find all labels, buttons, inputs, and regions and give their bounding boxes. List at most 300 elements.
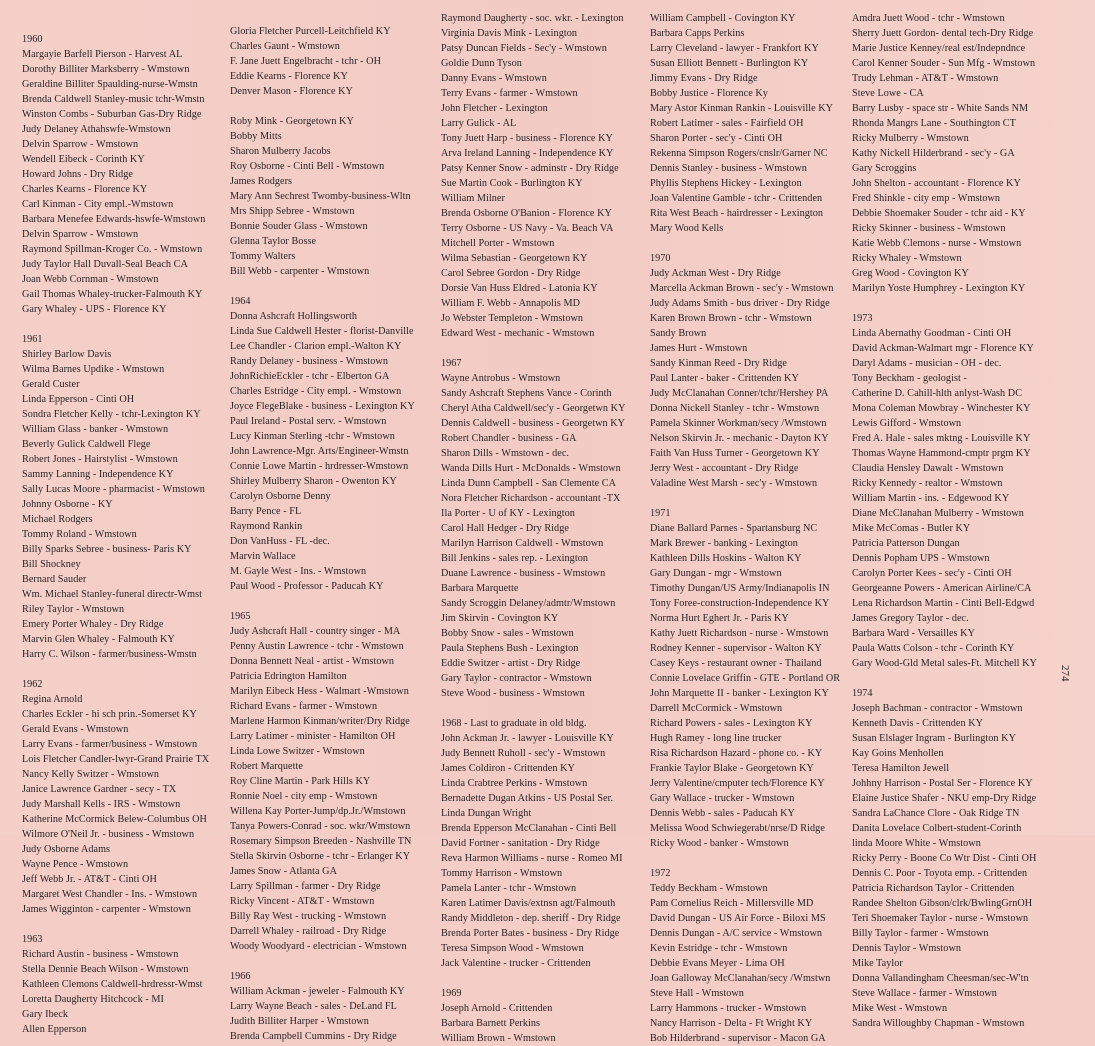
spacer bbox=[650, 851, 848, 866]
alumni-entry: Pam Cornelius Reich - Millersville MD bbox=[650, 898, 814, 909]
alumni-entry: Carol Hall Hedger - Dry Ridge bbox=[441, 523, 569, 534]
alumni-entry: Linda Sue Caldwell Hester - florist-Danville bbox=[230, 326, 414, 337]
spacer bbox=[441, 341, 648, 356]
alumni-entry: Terry Evans - farmer - Wmstown bbox=[441, 88, 578, 99]
class-year-heading: 1974 bbox=[852, 688, 873, 699]
alumni-entry: David Ackman-Walmart mgr - Florence KY bbox=[852, 343, 1034, 354]
class-year-heading: 1965 bbox=[230, 611, 251, 622]
alumni-entry: Gail Thomas Whaley-trucker-Falmouth KY bbox=[22, 289, 203, 300]
alumni-entry: Paul Lanter - baker - Crittenden KY bbox=[650, 373, 799, 384]
alumni-entry: Debbie Evans Meyer - Lima OH bbox=[650, 958, 785, 969]
alumni-entry: Tony Juett Harp - business - Florence KY bbox=[441, 133, 613, 144]
alumni-entry: Katie Webb Clemons - nurse - Wmstown bbox=[852, 238, 1022, 249]
alumni-entry: William Martin - ins. - Edgewood KY bbox=[852, 493, 1010, 504]
alumni-entry: William Milner bbox=[441, 193, 505, 204]
alumni-entry: Harry C. Wilson - farmer/business-Wmstn bbox=[22, 649, 197, 660]
alumni-entry: Gary Ibeck bbox=[22, 1009, 69, 1020]
alumni-entry: Tony Foree-construction-Independence KY bbox=[650, 598, 830, 609]
alumni-entry: Geraldine Billiter Spaulding-nurse-Wmstn bbox=[22, 79, 198, 90]
class-year-heading: 1964 bbox=[230, 296, 251, 307]
alumni-entry: Dennis Stanley - business - Wmstown bbox=[650, 163, 807, 174]
alumni-entry: Sharon Dills - Wmstown - dec. bbox=[441, 448, 570, 459]
alumni-entry: Lucy Kinman Sterling -tchr - Wmstown bbox=[230, 431, 395, 442]
alumni-entry: Sandy Kinman Reed - Dry Ridge bbox=[650, 358, 787, 369]
alumni-entry: Shirley Barlow Davis bbox=[22, 349, 112, 360]
alumni-entry: Charles Kearns - Florence KY bbox=[22, 184, 148, 195]
alumni-entry: Denver Mason - Florence KY bbox=[230, 86, 353, 97]
alumni-entry: Rekenna Simpson Rogers/cnslr/Garner NC bbox=[650, 148, 828, 159]
alumni-entry: Wendell Eibeck - Corinth KY bbox=[22, 154, 145, 165]
alumni-entry: Charles Eckler - hi sch prin.-Somerset KY bbox=[22, 709, 197, 720]
alumni-entry: Karen Latimer Davis/extnsn agt/Falmouth bbox=[441, 898, 616, 909]
alumni-entry: Steve Wallace - farmer - Wmstown bbox=[852, 988, 997, 999]
alumni-entry: Paul Ireland - Postal serv. - Wmstown bbox=[230, 416, 387, 427]
alumni-entry: Mike Taylor bbox=[852, 958, 903, 969]
alumni-entry: M. Gayle West - Ins. - Wmstown bbox=[230, 566, 367, 577]
alumni-entry: Dorothy Billiter Marksberry - Wmstown bbox=[22, 64, 190, 75]
alumni-entry: Joseph Arnold - Crittenden bbox=[441, 1003, 553, 1014]
alumni-entry: Rodney Kenner - supervisor - Walton KY bbox=[650, 643, 822, 654]
alumni-entry: James Rodgers bbox=[230, 176, 293, 187]
alumni-entry: Robert Jones - Hairstylist - Wmstown bbox=[22, 454, 178, 465]
alumni-entry: William Glass - banker - Wmstown bbox=[22, 424, 169, 435]
alumni-entry: Marvin Glen Whaley - Falmouth KY bbox=[22, 634, 175, 645]
alumni-entry: Loretta Daugherty Hitchcock - MI bbox=[22, 994, 164, 1005]
alumni-entry: Teresa Simpson Wood - Wmstown bbox=[441, 943, 584, 954]
alumni-entry: Carolyn Porter Kees - sec'y - Cinti OH bbox=[852, 568, 1012, 579]
alumni-entry: Linda Dungan Wright bbox=[441, 808, 532, 819]
alumni-entry: Sandra Willoughby Chapman - Wmstown bbox=[852, 1018, 1025, 1029]
alumni-entry: Virginia Davis Mink - Lexington bbox=[441, 28, 578, 39]
alumni-entry: Ricky Wood - banker - Wmstown bbox=[650, 838, 789, 849]
alumni-entry: Cheryl Atha Caldwell/sec'y - Georgetwn KY bbox=[441, 403, 626, 414]
alumni-entry: Judy Osborne Adams bbox=[22, 844, 111, 855]
alumni-entry: Sandy Ashcraft Stephens Vance - Corinth bbox=[441, 388, 612, 399]
column-5 bbox=[852, 11, 1064, 1031]
alumni-entry: Mary Wood Kells bbox=[650, 223, 724, 234]
alumni-entry: Bobby Justice - Florence Ky bbox=[650, 88, 768, 99]
alumni-entry: JohnRichieEckler - tchr - Elberton GA bbox=[230, 371, 390, 382]
class-year-heading: 1973 bbox=[852, 313, 873, 324]
alumni-entry: Mary Ann Sechrest Twomby-business-Wltn bbox=[230, 191, 411, 202]
column-3 bbox=[441, 11, 648, 1046]
alumni-entry: Valadine West Marsh - sec'y - Wmstown bbox=[650, 478, 818, 489]
alumni-entry: Kathleen Clemons Caldwell-hrdressr-Wmst bbox=[22, 979, 203, 990]
class-year-heading: 1971 bbox=[650, 508, 671, 519]
alumni-entry: Lois Fletcher Candler-lwyr-Grand Prairie TX bbox=[22, 754, 210, 765]
alumni-entry: Brenda Osborne O'Banion - Florence KY bbox=[441, 208, 612, 219]
alumni-entry: Joan Webb Cornman - Wmstown bbox=[22, 274, 159, 285]
alumni-entry: Dennis Taylor - Wmstown bbox=[852, 943, 961, 954]
alumni-entry: Frankie Taylor Blake - Georgetown KY bbox=[650, 763, 814, 774]
alumni-entry: Allen Epperson bbox=[22, 1024, 87, 1035]
alumni-entry: Terry Osborne - US Navy - Va. Beach VA bbox=[441, 223, 614, 234]
alumni-entry: Judy Delaney Athahswfe-Wmstown bbox=[22, 124, 171, 135]
alumni-entry: Billy Taylor - farmer - Wmstown bbox=[852, 928, 989, 939]
alumni-entry: Dennis Popham UPS - Wmstown bbox=[852, 553, 990, 564]
alumni-entry: Judy McClanahan Conner/tchr/Hershey PA bbox=[650, 388, 829, 399]
alumni-entry: Billy Ray West - trucking - Wmstown bbox=[230, 911, 387, 922]
alumni-entry: Arva Ireland Lanning - Independence KY bbox=[441, 148, 614, 159]
spacer bbox=[230, 279, 438, 294]
alumni-entry: Sally Lucas Moore - pharmacist - Wmstown bbox=[22, 484, 205, 495]
alumni-entry: Rhonda Mangrs Lane - Southington CT bbox=[852, 118, 1016, 129]
alumni-entry: Stella Skirvin Osborne - tchr - Erlanger KY bbox=[230, 851, 411, 862]
alumni-entry: Penny Austin Lawrence - tchr - Wmstown bbox=[230, 641, 404, 652]
alumni-entry: William Campbell - Covington KY bbox=[650, 13, 796, 24]
alumni-entry: David Dungan - US Air Force - Biloxi MS bbox=[650, 913, 826, 924]
alumni-entry: Judith Billiter Harper - Wmstown bbox=[230, 1016, 369, 1027]
alumni-entry: Bill Shockney bbox=[22, 559, 81, 570]
alumni-entry: John Lawrence-Mgr. Arts/Engineer-Wmstn bbox=[230, 446, 409, 457]
alumni-entry: Beverly Gulick Caldwell Flege bbox=[22, 439, 151, 450]
alumni-entry: Amdra Juett Wood - tchr - Wmstown bbox=[852, 13, 1005, 24]
alumni-entry: Elaine Justice Shafer - NKU emp-Dry Ridge bbox=[852, 793, 1037, 804]
alumni-entry: Donna Bennett Neal - artist - Wmstown bbox=[230, 656, 395, 667]
alumni-entry: Randy Delaney - business - Wmstown bbox=[230, 356, 388, 367]
alumni-entry: Linda Epperson - Cinti OH bbox=[22, 394, 135, 405]
spacer bbox=[650, 236, 848, 251]
alumni-entry: Tommy Harrison - Wmstown bbox=[441, 868, 563, 879]
alumni-entry: Riley Taylor - Wmstown bbox=[22, 604, 125, 615]
alumni-entry: Bernadette Dugan Atkins - US Postal Ser. bbox=[441, 793, 614, 804]
alumni-entry: Brenda Epperson McClanahan - Cinti Bell bbox=[441, 823, 617, 834]
alumni-entry: Melissa Wood Schwiegerabt/nrse/D Ridge bbox=[650, 823, 825, 834]
alumni-entry: Patsy Duncan Fields - Sec'y - Wmstown bbox=[441, 43, 607, 54]
alumni-entry: linda Moore White - Wmstown bbox=[852, 838, 981, 849]
alumni-entry: Marilyn Eibeck Hess - Walmart -Wmstown bbox=[230, 686, 409, 697]
alumni-entry: Tommy Roland - Wmstown bbox=[22, 529, 137, 540]
alumni-entry: Johhny Harrison - Postal Ser - Florence KY bbox=[852, 778, 1033, 789]
alumni-entry: Kay Goins Menhollen bbox=[852, 748, 944, 759]
spacer bbox=[852, 671, 1064, 686]
alumni-entry: Casey Keys - restaurant owner - Thailand bbox=[650, 658, 822, 669]
alumni-entry: Georgeanne Powers - American Airline/CA bbox=[852, 583, 1032, 594]
alumni-entry: David Fortner - sanitation - Dry Ridge bbox=[441, 838, 600, 849]
alumni-entry: Tommy Walters bbox=[230, 251, 296, 262]
alumni-entry: Steve Wood - business - Wmstown bbox=[441, 688, 585, 699]
alumni-entry: Wayne Pence - Wmstown bbox=[22, 859, 129, 870]
alumni-entry: Marilyn Harrison Caldwell - Wmstown bbox=[441, 538, 604, 549]
class-year-heading: 1961 bbox=[22, 334, 43, 345]
alumni-entry: Raymond Daugherty - soc. wkr. - Lexington bbox=[441, 13, 624, 24]
alumni-entry: Ricky Mulberry - Wmstown bbox=[852, 133, 969, 144]
alumni-entry: Glenna Taylor Bosse bbox=[230, 236, 317, 247]
alumni-entry: Bobby Snow - sales - Wmstown bbox=[441, 628, 574, 639]
alumni-entry: Bernard Sauder bbox=[22, 574, 87, 585]
alumni-entry: Mrs Shipp Sebree - Wmstown bbox=[230, 206, 355, 217]
alumni-entry: Wanda Dills Hurt - McDonalds - Wmstown bbox=[441, 463, 621, 474]
column-1 bbox=[22, 32, 227, 1037]
alumni-entry: Sandy Scroggin Delaney/admtr/Wmstown bbox=[441, 598, 616, 609]
alumni-entry: William Ackman - jeweler - Falmouth KY bbox=[230, 986, 405, 997]
column-2 bbox=[230, 24, 438, 1044]
alumni-entry: Roy Cline Martin - Park Hills KY bbox=[230, 776, 371, 787]
alumni-entry: Mark Brewer - banking - Lexington bbox=[650, 538, 798, 549]
alumni-entry: James Hurt - Wmstown bbox=[650, 343, 748, 354]
alumni-entry: Barbara Capps Perkins bbox=[650, 28, 745, 39]
column-4 bbox=[650, 11, 848, 1046]
alumni-entry: Marcella Ackman Brown - sec'y - Wmstown bbox=[650, 283, 834, 294]
alumni-entry: Connie Lovelace Griffin - GTE - Portland OR bbox=[650, 673, 841, 684]
alumni-entry: Carolyn Osborne Denny bbox=[230, 491, 331, 502]
alumni-entry: Wilma Sebastian - Georgetown KY bbox=[441, 253, 588, 264]
alumni-entry: Diane McClanahan Mulberry - Wmstown bbox=[852, 508, 1024, 519]
class-year-heading: 1962 bbox=[22, 679, 43, 690]
alumni-entry: Janice Lawrence Gardner - secy - TX bbox=[22, 784, 177, 795]
alumni-entry: Paula Stephens Bush - Lexington bbox=[441, 643, 579, 654]
alumni-entry: John Ackman Jr. - lawyer - Louisville KY bbox=[441, 733, 614, 744]
alumni-entry: Tony Beckham - geologist - bbox=[852, 373, 967, 384]
alumni-entry: Eddie Switzer - artist - Dry Ridge bbox=[441, 658, 581, 669]
alumni-entry: Carol Kenner Souder - Sun Mfg - Wmstown bbox=[852, 58, 1036, 69]
alumni-entry: Pamela Lanter - tchr - Wmstown bbox=[441, 883, 577, 894]
alumni-entry: Gerald Custer bbox=[22, 379, 80, 390]
alumni-entry: Robert Latimer - sales - Fairfield OH bbox=[650, 118, 804, 129]
spacer bbox=[230, 99, 438, 114]
alumni-entry: Barbara Barnett Perkins bbox=[441, 1018, 541, 1029]
alumni-entry: Rosemary Simpson Breeden - Nashville TN bbox=[230, 836, 412, 847]
alumni-entry: Susan Elslager Ingram - Burlington KY bbox=[852, 733, 1016, 744]
alumni-entry: Mike West - Wmstown bbox=[852, 1003, 948, 1014]
alumni-entry: Teri Shoemaker Taylor - nurse - Wmstown bbox=[852, 913, 1029, 924]
alumni-entry: Randee Shelton Gibson/clrk/BwlingGrnOH bbox=[852, 898, 1033, 909]
alumni-entry: Sherry Juett Gordon- dental tech-Dry Ridge bbox=[852, 28, 1034, 39]
alumni-entry: Regina Arnold bbox=[22, 694, 83, 705]
alumni-entry: Danny Evans - Wmstown bbox=[441, 73, 547, 84]
alumni-entry: Tanya Powers-Conrad - soc. wkr/Wmstown bbox=[230, 821, 411, 832]
alumni-entry: Gary Taylor - contractor - Wmstown bbox=[441, 673, 592, 684]
alumni-entry: James Coldiron - Crittenden KY bbox=[441, 763, 575, 774]
alumni-entry: Brenda Porter Bates - business - Dry Ridge bbox=[441, 928, 620, 939]
alumni-entry: Margayie Barfell Pierson - Harvest AL bbox=[22, 49, 183, 60]
alumni-entry: Mitchell Porter - Wmstown bbox=[441, 238, 555, 249]
alumni-entry: Bill Webb - carpenter - Wmstown bbox=[230, 266, 370, 277]
alumni-entry: James Wigginton - carpenter - Wmstown bbox=[22, 904, 191, 915]
alumni-entry: Judy Taylor Hall Duvall-Seal Beach CA bbox=[22, 259, 188, 270]
alumni-entry: Woody Woodyard - electrician - Wmstown bbox=[230, 941, 407, 952]
alumni-entry: Jeff Webb Jr. - AT&T - Cinti OH bbox=[22, 874, 157, 885]
alumni-entry: Margaret West Chandler - Ins. - Wmstown bbox=[22, 889, 198, 900]
alumni-entry: Wm. Michael Stanley-funeral directr-Wmst bbox=[22, 589, 203, 600]
alumni-entry: Donna Vallandingham Cheesman/sec-W'tn bbox=[852, 973, 1029, 984]
alumni-entry: Joan Galloway McClanahan/secy /Wmstwn bbox=[650, 973, 831, 984]
alumni-entry: Sue Martin Cook - Burlington KY bbox=[441, 178, 583, 189]
alumni-entry: Patricia Richardson Taylor - Crittenden bbox=[852, 883, 1015, 894]
alumni-entry: Diane Ballard Parnes - Spartansburg NC bbox=[650, 523, 818, 534]
alumni-entry: Marlene Harmon Kinman/writer/Dry Ridge bbox=[230, 716, 410, 727]
alumni-entry: Teresa Hamilton Jewell bbox=[852, 763, 950, 774]
alumni-entry: James Snow - Atlanta GA bbox=[230, 866, 337, 877]
alumni-entry: Ronnie Noel - city emp - Wmstown bbox=[230, 791, 378, 802]
alumni-entry: Patricia Edrington Hamilton bbox=[230, 671, 347, 682]
alumni-entry: Debbie Shoemaker Souder - tchr aid - KY bbox=[852, 208, 1026, 219]
alumni-entry: John Fletcher - Lexington bbox=[441, 103, 548, 114]
alumni-entry: Sandra LaChance Clore - Oak Ridge TN bbox=[852, 808, 1020, 819]
alumni-entry: Kathy Juett Richardson - nurse - Wmstown bbox=[650, 628, 829, 639]
alumni-entry: William Brown - Wmstown bbox=[441, 1033, 556, 1044]
alumni-entry: Mona Coleman Mowbray - Winchester KY bbox=[852, 403, 1031, 414]
alumni-entry: Delvin Sparrow - Wmstown bbox=[22, 139, 139, 150]
alumni-entry: Barbara Menefee Edwards-hswfe-Wmstown bbox=[22, 214, 206, 225]
alumni-entry: Thomas Wayne Hammond-cmptr prgm KY bbox=[852, 448, 1031, 459]
alumni-entry: Patsy Kenner Snow - adminstr - Dry Ridge bbox=[441, 163, 619, 174]
alumni-entry: Susan Elliott Bennett - Burlington KY bbox=[650, 58, 809, 69]
alumni-entry: Edward West - mechanic - Wmstown bbox=[441, 328, 595, 339]
alumni-entry: Joseph Bachman - contractor - Wmstown bbox=[852, 703, 1023, 714]
alumni-entry: Barry Lusby - space str - White Sands NM bbox=[852, 103, 1029, 114]
alumni-entry: Faith Van Huss Turner - Georgetown KY bbox=[650, 448, 820, 459]
alumni-entry: Linda Crabtree Perkins - Wmstown bbox=[441, 778, 588, 789]
alumni-entry: Nancy Harrison - Delta - Ft Wright KY bbox=[650, 1018, 813, 1029]
alumni-entry: Michael Rodgers bbox=[22, 514, 93, 525]
alumni-entry: Dennis Caldwell - business - Georgetwn KY bbox=[441, 418, 626, 429]
alumni-entry: Darrell Whaley - railroad - Dry Ridge bbox=[230, 926, 387, 937]
alumni-entry: Rita West Beach - hairdresser - Lexington bbox=[650, 208, 824, 219]
alumni-entry: Shirley Mulberry Sharon - Owenton KY bbox=[230, 476, 397, 487]
alumni-entry: Catherine D. Cahill-hlth anlyst-Wash DC bbox=[852, 388, 1023, 399]
alumni-entry: Donna Nickell Stanley - tchr - Wmstown bbox=[650, 403, 820, 414]
alumni-entry: Kathleen Dills Hoskins - Walton KY bbox=[650, 553, 802, 564]
alumni-entry: Robert Chandler - business - GA bbox=[441, 433, 577, 444]
alumni-entry: Wilmore O'Neil Jr. - business - Wmstown bbox=[22, 829, 195, 840]
alumni-entry: Raymond Spillman-Kroger Co. - Wmstown bbox=[22, 244, 203, 255]
alumni-entry: Barry Pence - FL bbox=[230, 506, 302, 517]
alumni-entry: Norma Hurt Eghert Jr. - Paris KY bbox=[650, 613, 789, 624]
alumni-entry: Brenda Caldwell Stanley-music tchr-Wmstn bbox=[22, 94, 205, 105]
class-year-heading: 1967 bbox=[441, 358, 462, 369]
alumni-entry: Marvin Wallace bbox=[230, 551, 296, 562]
alumni-entry: Jimmy Evans - Dry Ridge bbox=[650, 73, 758, 84]
alumni-entry: Richard Austin - business - Wmstown bbox=[22, 949, 179, 960]
class-year-heading: 1960 bbox=[22, 34, 43, 45]
class-year-heading: 1968 - Last to graduate in old bldg. bbox=[441, 718, 587, 729]
alumni-entry: Phyllis Stephens Hickey - Lexington bbox=[650, 178, 802, 189]
alumni-entry: Howard Johns - Dry Ridge bbox=[22, 169, 133, 180]
alumni-entry: Barbara Ward - Versailles KY bbox=[852, 628, 975, 639]
alumni-entry: Barbara Marquette bbox=[441, 583, 519, 594]
alumni-entry: Nelson Skirvin Jr. - mechanic - Dayton KY bbox=[650, 433, 829, 444]
alumni-entry: Dennis Webb - sales - Paducah KY bbox=[650, 808, 795, 819]
alumni-entry: Paula Watts Colson - tchr - Corinth KY bbox=[852, 643, 1015, 654]
alumni-entry: Winston Combs - Suburban Gas-Dry Ridge bbox=[22, 109, 202, 120]
spacer bbox=[230, 594, 438, 609]
alumni-entry: Linda Dunn Campbell - San Clemente CA bbox=[441, 478, 617, 489]
alumni-entry: Linda Lowe Switzer - Wmstown bbox=[230, 746, 365, 757]
alumni-entry: Joyce FlegeBlake - business - Lexington KY bbox=[230, 401, 415, 412]
alumni-entry: Lena Richardson Martin - Cinti Bell-Edgwd bbox=[852, 598, 1035, 609]
alumni-entry: Karen Brown Brown - tchr - Wmstown bbox=[650, 313, 812, 324]
alumni-entry: Trudy Lehman - AT&T - Wmstown bbox=[852, 73, 999, 84]
alumni-entry: Raymond Rankin bbox=[230, 521, 303, 532]
alumni-entry: Connie Lowe Martin - hrdresser-Wmstown bbox=[230, 461, 409, 472]
alumni-entry: Gary Dungan - mgr - Wmstown bbox=[650, 568, 782, 579]
alumni-entry: Risa Richardson Hazard - phone co. - KY bbox=[650, 748, 823, 759]
alumni-entry: Gary Wood-Gld Metal sales-Ft. Mitchell KY bbox=[852, 658, 1037, 669]
alumni-entry: John Shelton - accountant - Florence KY bbox=[852, 178, 1021, 189]
alumni-entry: Richard Evans - farmer - Wmstown bbox=[230, 701, 378, 712]
alumni-entry: Dennis C. Poor - Toyota emp. - Crittenden bbox=[852, 868, 1028, 879]
alumni-entry: Carl Kinman - City empl.-Wmstown bbox=[22, 199, 174, 210]
alumni-entry: Willena Kay Porter-Jump/dp.Jr./Wmstown bbox=[230, 806, 406, 817]
alumni-entry: Timothy Dungan/US Army/Indianapolis IN bbox=[650, 583, 830, 594]
alumni-entry: Ila Porter - U of KY - Lexington bbox=[441, 508, 575, 519]
alumni-entry: Emery Porter Whaley - Dry Ridge bbox=[22, 619, 164, 630]
alumni-entry: Bobby Mitts bbox=[230, 131, 282, 142]
alumni-entry: Gary Wallace - trucker - Wmstown bbox=[650, 793, 795, 804]
spacer bbox=[230, 954, 438, 969]
class-year-heading: 1972 bbox=[650, 868, 671, 879]
alumni-entry: F. Jane Juett Engelbracht - tchr - OH bbox=[230, 56, 381, 67]
alumni-entry: Judy Marshall Kells - IRS - Wmstown bbox=[22, 799, 181, 810]
alumni-entry: Jerry Valentine/cmputer tech/Florence KY bbox=[650, 778, 825, 789]
alumni-entry: Eddie Kearns - Florence KY bbox=[230, 71, 348, 82]
alumni-entry: Robert Marquette bbox=[230, 761, 303, 772]
alumni-entry: Roy Osborne - Cinti Bell - Wmstown bbox=[230, 161, 385, 172]
alumni-entry: Richard Powers - sales - Lexington KY bbox=[650, 718, 813, 729]
alumni-entry: Lee Chandler - Clarion empl.-Walton KY bbox=[230, 341, 402, 352]
alumni-entry: Bonnie Souder Glass - Wmstown bbox=[230, 221, 368, 232]
alumni-entry: Charles Estridge - City empl. - Wmstown bbox=[230, 386, 402, 397]
alumni-entry: Larry Gulick - AL bbox=[441, 118, 517, 129]
alumni-entry: Judy Adams Smith - bus driver - Dry Ridge bbox=[650, 298, 830, 309]
alumni-entry: Wilma Barnes Updike - Wmstown bbox=[22, 364, 165, 375]
alumni-entry: Fred Shinkle - city emp - Wmstown bbox=[852, 193, 1001, 204]
alumni-entry: Nora Fletcher Richardson - accountant -TX bbox=[441, 493, 621, 504]
alumni-entry: Roby Mink - Georgetown KY bbox=[230, 116, 354, 127]
alumni-entry: Kathy Nickell Hilderbrand - sec'y - GA bbox=[852, 148, 1015, 159]
alumni-entry: Ricky Skinner - business - Wmstown bbox=[852, 223, 1006, 234]
alumni-entry: Delvin Sparrow - Wmstown bbox=[22, 229, 139, 240]
alumni-entry: Gary Whaley - UPS - Florence KY bbox=[22, 304, 167, 315]
alumni-entry: Ricky Vincent - AT&T - Wmstown bbox=[230, 896, 375, 907]
alumni-entry: Larry Wayne Beach - sales - DeLand FL bbox=[230, 1001, 397, 1012]
alumni-entry: Claudia Hensley Dawalt - Wmstown bbox=[852, 463, 1004, 474]
alumni-entry: Marie Justice Kenney/real est/Indepndnce bbox=[852, 43, 1026, 54]
alumni-entry: Dennis Dungan - A/C service - Wmstown bbox=[650, 928, 822, 939]
alumni-entry: Fred A. Hale - sales mktng - Louisville KY bbox=[852, 433, 1031, 444]
alumni-entry: Ricky Kennedy - realtor - Wmstown bbox=[852, 478, 1003, 489]
spacer bbox=[650, 491, 848, 506]
alumni-entry: Gerald Evans - Wmstown bbox=[22, 724, 129, 735]
alumni-entry: Don VanHuss - FL -dec. bbox=[230, 536, 330, 547]
alumni-entry: Mike McComas - Butler KY bbox=[852, 523, 971, 534]
alumni-entry: Jerry West - accountant - Dry Ridge bbox=[650, 463, 799, 474]
alumni-entry: Wayne Antrobus - Wmstown bbox=[441, 373, 561, 384]
class-year-heading: 1969 bbox=[441, 988, 462, 999]
alumni-entry: Mary Astor Kinman Rankin - Louisville KY bbox=[650, 103, 834, 114]
class-year-heading: 1970 bbox=[650, 253, 671, 264]
spacer bbox=[22, 317, 227, 332]
alumni-entry: Joan Valentine Gamble - tchr - Crittenden bbox=[650, 193, 823, 204]
alumni-entry: Larry Latimer - minister - Hamilton OH bbox=[230, 731, 396, 742]
alumni-entry: Larry Hammons - trucker - Wmstown bbox=[650, 1003, 807, 1014]
alumni-entry: Donna Ashcraft Hollingsworth bbox=[230, 311, 358, 322]
spacer bbox=[441, 701, 648, 716]
alumni-entry: Paul Wood - Professor - Paducah KY bbox=[230, 581, 384, 592]
alumni-entry: Lewis Gifford - Wmstown bbox=[852, 418, 962, 429]
alumni-entry: Patricia Patterson Dungan bbox=[852, 538, 960, 549]
alumni-entry: Ricky Perry - Boone Co Wtr Dist - Cinti OH bbox=[852, 853, 1037, 864]
alumni-entry: Marilyn Yoste Humphrey - Lexington KY bbox=[852, 283, 1026, 294]
alumni-entry: Judy Bennett Ruholl - sec'y - Wmstown bbox=[441, 748, 606, 759]
alumni-entry: Steve Lowe - CA bbox=[852, 88, 924, 99]
alumni-entry: Bob Hilderbrand - supervisor - Macon GA bbox=[650, 1033, 826, 1044]
alumni-entry: Ricky Whaley - Wmstown bbox=[852, 253, 962, 264]
alumni-entry: Gloria Fletcher Purcell-Leitchfield KY bbox=[230, 26, 391, 37]
alumni-entry: Larry Cleveland - lawyer - Frankfort KY bbox=[650, 43, 819, 54]
class-year-heading: 1963 bbox=[22, 934, 43, 945]
